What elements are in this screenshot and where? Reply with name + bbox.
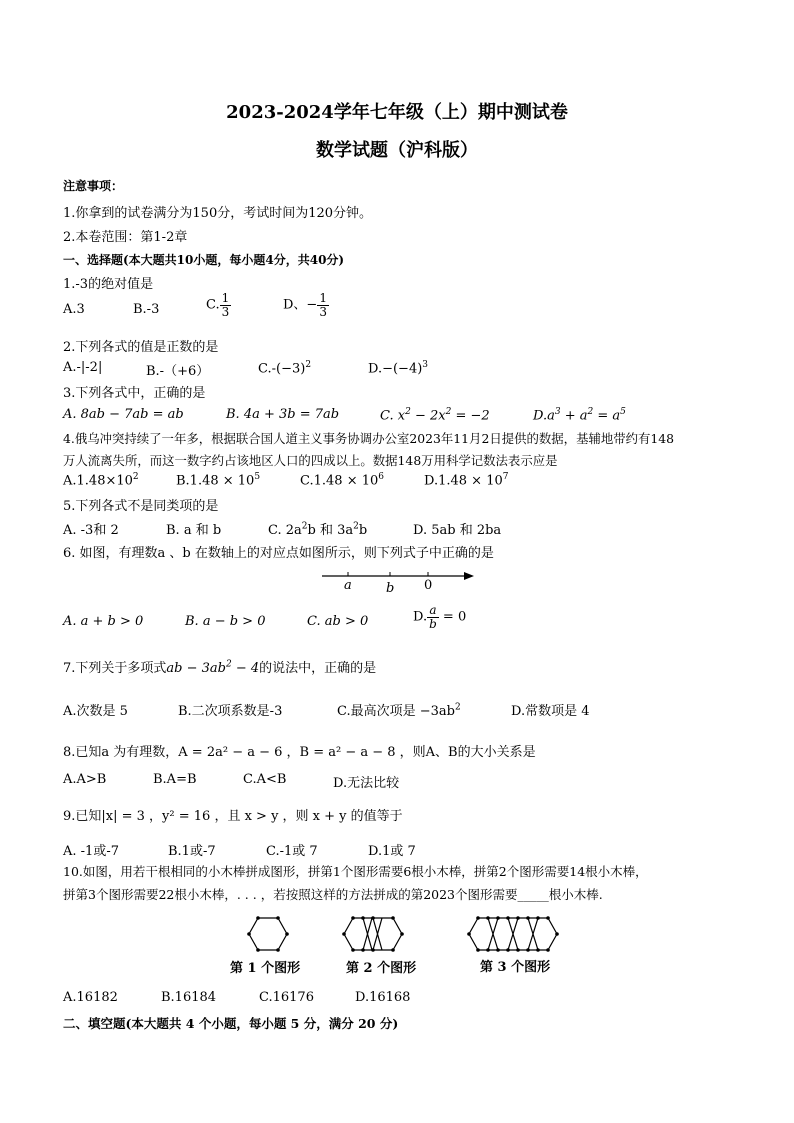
q9-option-a: A. -1或-7 <box>63 844 119 859</box>
q1-c-num: 1 <box>221 291 230 305</box>
exam-title: 2023-2024学年七年级（上）期中测试卷 <box>226 102 568 123</box>
q7-stem-expr2: − 4 <box>231 661 260 676</box>
q6-d-prefix: D. <box>413 609 428 625</box>
q1-stem: 1.-3的绝对值是 <box>63 277 154 292</box>
figure-3-label: 第 3 个图形 <box>480 960 551 975</box>
exam-subtitle: 数学试题（沪科版） <box>316 140 478 161</box>
q3-d-part1: D.a <box>533 408 555 424</box>
q4-d-base: D.1.48 × 10 <box>424 473 503 489</box>
axis-label-a: a <box>344 578 352 593</box>
q3-d-exp1: 3 <box>554 407 561 417</box>
q10-option-b: B.16184 <box>161 990 217 1005</box>
q5-stem: 5.下列各式不是同类项的是 <box>63 499 219 514</box>
q3-c-part3: = −2 <box>451 408 490 424</box>
q4-stem-line2: 万人流离失所，而这一数字约占该地区人口的四成以上。数据148万用科学记数法表示应是 <box>63 453 558 468</box>
figure-2-hexagons <box>341 914 415 954</box>
q4-c-base: C.1.48 × 10 <box>300 473 379 489</box>
q1-c-fraction <box>220 292 232 318</box>
axis-label-b: b <box>386 581 395 596</box>
axis-label-zero: 0 <box>424 578 433 593</box>
q5-option-d: D. 5ab 和 2ba <box>413 523 502 538</box>
q8-option-a: A.A>B <box>63 772 107 787</box>
q5-c-exp1: 2 <box>301 521 308 532</box>
q6-stem: 6. 如图，有理数a 、b 在数轴上的对应点如图所示，则下列式子中正确的是 <box>63 546 494 561</box>
note-2: 2.本卷范围：第1-2章 <box>63 230 188 245</box>
q8-stem: 8.已知a 为有理数，A = 2a² − a − 6 ，B = a² − a − 8 ，则A、B的大小关系是 <box>63 745 536 760</box>
q4-option-c <box>300 472 384 488</box>
q6-option-a: A. a + b > 0 <box>63 614 144 629</box>
q6-d-fraction <box>427 604 439 630</box>
q1-option-d <box>283 292 329 318</box>
figure-3-hexagons <box>466 914 570 954</box>
q5-c-part3: b <box>358 523 368 538</box>
q3-option-c <box>380 407 490 423</box>
note-1: 1.你拿到的试卷满分为150分，考试时间为120分钟。 <box>63 206 373 221</box>
notes-heading: 注意事项： <box>63 179 124 193</box>
q5-c-part2: b 和 3a <box>307 523 354 538</box>
q1-d-prefix: D、− <box>283 297 318 313</box>
q5-c-exp2: 2 <box>353 521 359 532</box>
q5-option-a: A. -3和 2 <box>63 523 119 538</box>
q6-option-b: B. a − b > 0 <box>185 614 266 629</box>
q9-option-b: B.1或-7 <box>168 844 216 859</box>
q2-option-b: B.-（+6） <box>146 364 210 379</box>
q3-option-b: B. 4a + 3b = 7ab <box>226 407 340 422</box>
q1-d-num: 1 <box>319 291 327 305</box>
q7-stem <box>63 657 376 676</box>
q2-d-exp: 3 <box>422 360 429 370</box>
q7-stem-exp: 2 <box>225 659 232 670</box>
q3-d-part2: + a <box>560 408 588 424</box>
q7-option-d: D.常数项是 4 <box>511 704 590 719</box>
q4-stem-line1: 4.俄乌冲突持续了一年多，根据联合国人道主义事务协调办公室2023年11月2日提供的数据，基辅地带约有148 <box>63 431 675 446</box>
q2-option-c <box>258 360 311 376</box>
q2-c-exp: 2 <box>305 360 312 370</box>
q5-option-b: B. a 和 b <box>166 523 222 538</box>
q4-a-exp: 2 <box>132 472 139 482</box>
q7-c-base: C.最高次项是 −3ab <box>337 704 455 719</box>
q5-option-c <box>268 519 367 538</box>
q2-option-d <box>368 360 428 376</box>
q7-c-exp: 2 <box>454 702 461 713</box>
q4-a-base: A.1.48×10 <box>63 473 133 489</box>
q6-d-suffix: = 0 <box>438 609 467 625</box>
q1-c-den: 3 <box>221 304 230 319</box>
q7-stem-part1: 7.下列关于多项式 <box>63 661 167 676</box>
q6-d-den: b <box>429 616 437 631</box>
q2-d-base: D.−(−4) <box>368 361 423 377</box>
q4-c-exp: 6 <box>378 472 384 482</box>
q7-stem-expr: ab − 3ab <box>166 661 226 676</box>
figure-1-label: 第 1 个图形 <box>230 961 301 976</box>
number-line-figure <box>318 566 478 596</box>
q3-d-part3: = a <box>593 408 621 424</box>
q10-option-a: A.16182 <box>63 990 118 1005</box>
q2-option-a: A.-|-2| <box>63 360 103 375</box>
q1-c-prefix: C. <box>206 297 220 313</box>
q7-stem-part2: 的说法中，正确的是 <box>259 661 377 676</box>
q4-option-a <box>63 472 139 488</box>
q3-c-exp2: 2 <box>445 407 452 417</box>
q4-b-exp: 5 <box>254 472 261 482</box>
section2-heading: 二、填空题(本大题共 4 个小题，每小题 5 分，满分 20 分) <box>63 1016 399 1031</box>
q2-stem: 2.下列各式的值是正数的是 <box>63 340 219 355</box>
q6-d-num: a <box>427 604 439 618</box>
q8-option-d: D.无法比较 <box>333 776 400 791</box>
q3-c-part1: C. x <box>380 408 406 424</box>
q10-option-c: C.16176 <box>259 990 314 1005</box>
q1-option-c <box>206 292 231 318</box>
q1-d-den: 3 <box>319 304 327 319</box>
q9-option-d: D.1或 7 <box>368 844 416 859</box>
q4-b-base: B.1.48 × 10 <box>176 473 255 489</box>
q1-d-fraction <box>317 292 329 318</box>
q9-stem: 9.已知|x| = 3 ，y² = 16 ，且 x > y ，则 x + y 的值等于 <box>63 809 403 824</box>
q7-option-c <box>337 700 461 719</box>
q3-option-d <box>533 407 626 423</box>
q1-option-a: A.3 <box>63 302 85 317</box>
q6-option-c: C. ab > 0 <box>307 614 369 629</box>
figure-2-label: 第 2 个图形 <box>346 961 417 976</box>
q8-option-b: B.A=B <box>153 772 197 787</box>
section1-heading: 一、选择题(本大题共10小题，每小题4分，共40分) <box>63 253 345 267</box>
q3-c-part2: − 2x <box>410 408 446 424</box>
q4-option-d <box>424 472 508 488</box>
q10-stem-line2: 拼第3个图形需要22根小木棒，. . . ，若按照这样的方法拼成的第2023个图形需要_____根小木棒. <box>63 887 603 902</box>
q3-d-exp2: 2 <box>587 407 594 417</box>
q9-option-c: C.-1或 7 <box>266 844 318 859</box>
q3-d-exp3: 5 <box>620 407 626 417</box>
q10-stem-line1: 10.如图，用若干根相同的小木棒拼成图形，拼第1个图形需要6根小木棒，拼第2个图形需要14根小木棒， <box>63 864 648 879</box>
q4-d-exp: 7 <box>502 472 509 482</box>
q7-option-b: B.二次项系数是-3 <box>178 704 283 719</box>
q1-option-b: B.-3 <box>133 302 160 317</box>
q2-c-base: C.-(−3) <box>258 361 306 377</box>
q8-option-c: C.A<B <box>243 772 287 787</box>
q4-option-b <box>176 472 260 488</box>
figure-1-hexagon <box>246 914 290 954</box>
q7-option-a: A.次数是 5 <box>63 704 128 719</box>
q5-c-part1: C. 2a <box>268 523 302 538</box>
q3-c-exp1: 2 <box>405 407 411 417</box>
number-line-arrow <box>464 572 474 580</box>
q10-option-d: D.16168 <box>355 990 411 1005</box>
q3-stem: 3.下列各式中，正确的是 <box>63 386 206 401</box>
q3-option-a: A. 8ab − 7ab = ab <box>63 407 184 422</box>
q6-option-d <box>413 604 466 630</box>
